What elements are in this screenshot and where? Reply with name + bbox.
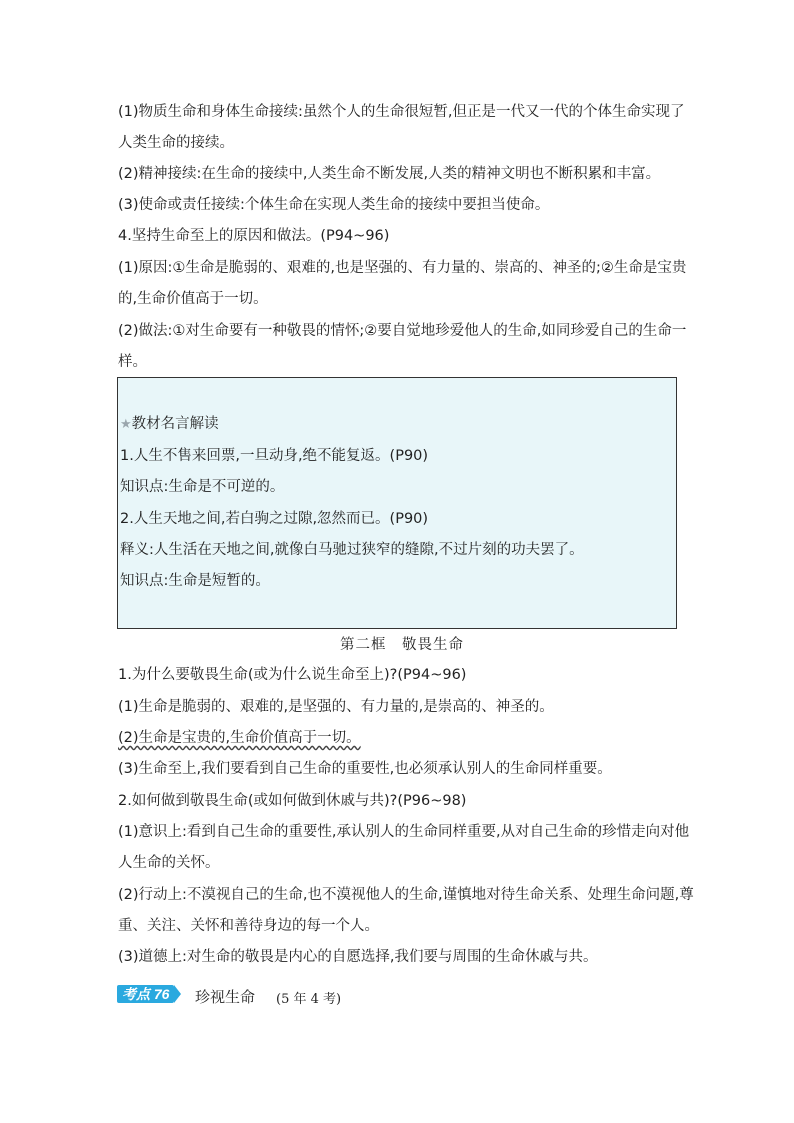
box-title-text: 教材名言解读	[131, 416, 219, 432]
topic-badge-label: 考点 76	[117, 985, 174, 1003]
box-line-2: 知识点:生命是不可逆的。	[120, 479, 285, 495]
topic-title: 珍视生命	[195, 988, 256, 1006]
question-2: 2.如何做到敬畏生命(或如何做到休戚与共)?(P96~98)	[118, 793, 467, 809]
method-2b: 样。	[118, 354, 147, 370]
method-1a: (1)意识上:看到自己生命的重要性,承认别人的生命同样重要,从对自己生命的珍惜走向对他	[118, 824, 690, 840]
box-line-3: 2.人生天地之间,若白驹之过隙,忽然而已。(P90)	[120, 511, 429, 527]
box-line-1: 1.人生不售来回票,一旦动身,绝不能复返。(P90)	[120, 448, 429, 464]
paragraph-2: (2)精神接续:在生命的接续中,人类生命不断发展,人类的精神文明也不断积累和丰富。	[118, 166, 661, 182]
method-2a: (2)做法:①对生命要有一种敬畏的情怀;②要自觉地珍爱他人的生命,如同珍爱自己的生命一	[118, 323, 687, 339]
question-1: 1.为什么要敬畏生命(或为什么说生命至上)?(P94~96)	[118, 667, 467, 683]
star-icon: ★	[120, 417, 132, 432]
topic-badge	[117, 984, 189, 1004]
question-4: 4.坚持生命至上的原因和做法。(P94~96)	[118, 228, 390, 244]
box-title	[120, 415, 219, 434]
paragraph-1b: 人类生命的接续。	[118, 135, 234, 151]
box-line-5: 知识点:生命是短暂的。	[120, 573, 270, 589]
method-3: (3)道德上:对生命的敬畏是内心的自愿选择,我们要与周围的生命休戚与共。	[118, 949, 598, 965]
topic-note: (5 年 4 考)	[276, 992, 342, 1007]
quote-explanation-box	[117, 377, 677, 629]
paragraph-1a: (1)物质生命和身体生命接续:虽然个人的生命很短暂,但正是一代又一代的个体生命实现了	[118, 104, 685, 120]
badge-tail-icon	[174, 985, 181, 1003]
answer-1: (1)生命是脆弱的、艰难的,是坚强的、有力量的,是崇高的、神圣的。	[118, 699, 554, 715]
answer-3: (3)生命至上,我们要看到自己生命的重要性,也必须承认别人的生命同样重要。	[118, 761, 612, 777]
answer-2: (2)生命是宝贵的,生命价值高于一切。	[118, 730, 361, 746]
section-subheading: 第二框 敬畏生命	[340, 637, 464, 653]
method-1b: 人生命的关怀。	[118, 855, 220, 871]
method-2a-s2: (2)行动上:不漠视自己的生命,也不漠视他人的生命,谨慎地对待生命关系、处理生命问题,尊	[118, 887, 694, 903]
method-2b-s2: 重、关注、关怀和善待身边的每一个人。	[118, 918, 379, 934]
paragraph-3: (3)使命或责任接续:个体生命在实现人类生命的接续中要担当使命。	[118, 197, 550, 213]
reason-1a: (1)原因:①生命是脆弱的、艰难的,也是坚强的、有力量的、崇高的、神圣的;②生命是宝贵	[118, 260, 687, 276]
reason-1b: 的,生命价值高于一切。	[118, 291, 268, 307]
box-line-4: 释义:人生活在天地之间,就像白马驰过狭窄的缝隙,不过片刻的功夫罢了。	[120, 542, 584, 558]
